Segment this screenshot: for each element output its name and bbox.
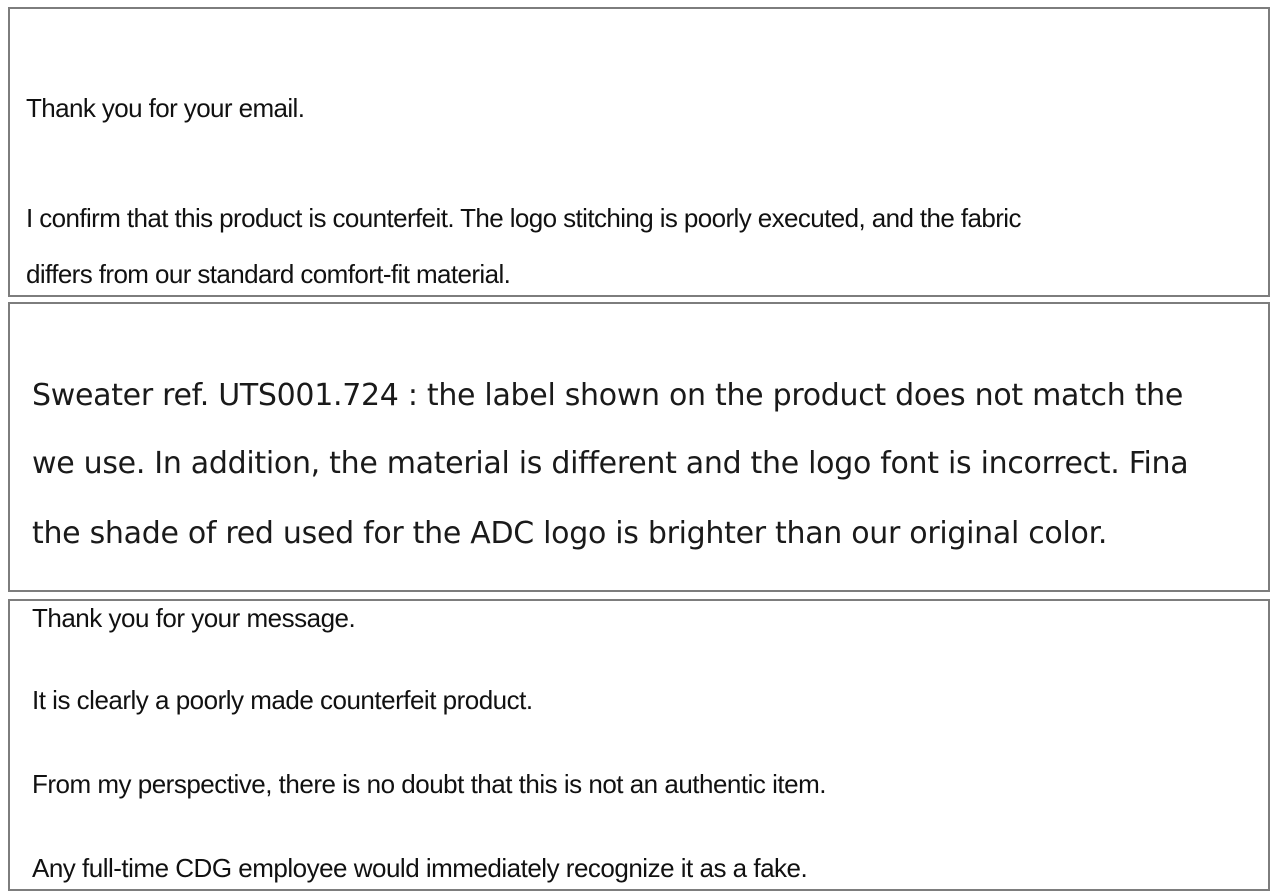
body-text-line-2: we use. In addition, the material is different and the logo font is incorrect. Fina — [32, 446, 1189, 481]
email-excerpt-panel-1 — [8, 7, 1270, 297]
body-text-line-2: differs from our standard comfort-fit material. — [26, 259, 511, 289]
body-text-line-3: Any full-time CDG employee would immediately recognize it as a fake. — [32, 853, 808, 883]
email-excerpt-panel-3 — [8, 599, 1270, 891]
body-text-line-2: From my perspective, there is no doubt that this is not an authentic item. — [32, 769, 826, 799]
body-text-line-1: I confirm that this product is counterfeit. The logo stitching is poorly executed, and the fabric — [26, 203, 1021, 233]
greeting-text: Thank you for your email. — [26, 93, 305, 123]
body-text-line-3: the shade of red used for the ADC logo is brighter than our original color. — [32, 516, 1108, 551]
body-text-line-1: Sweater ref. UTS001.724 : the label shown on the product does not match the — [32, 378, 1184, 413]
email-excerpt-panel-2 — [8, 302, 1270, 592]
body-text-line-1: It is clearly a poorly made counterfeit product. — [32, 685, 533, 715]
greeting-text: Thank you for your message. — [32, 603, 356, 633]
